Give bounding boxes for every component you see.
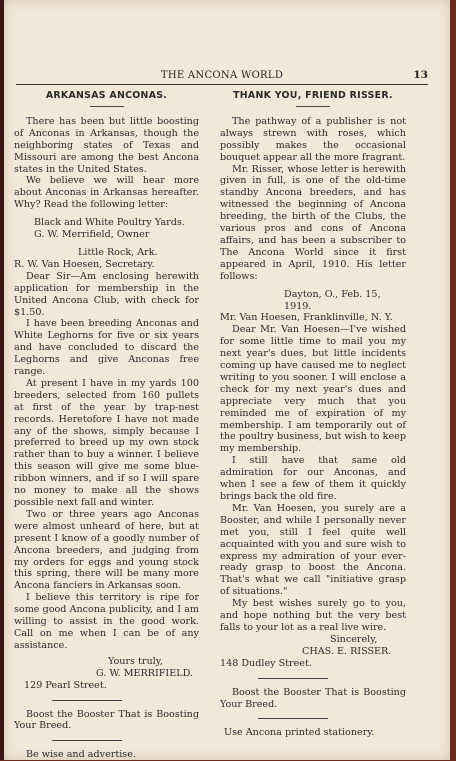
running-header bbox=[16, 70, 428, 85]
paragraph: There has been but little boosting of Anconas in Arkansas, though the neighboring states of Texas and Missouri are among the best Ancona states in the United States. bbox=[14, 115, 199, 175]
section-divider bbox=[52, 740, 122, 741]
letter-place: Little Rock, Ark. bbox=[78, 246, 158, 258]
footer-slogan: Be wise and advertise. bbox=[26, 749, 136, 761]
paragraph: My best wishes surely go to you, and hope nothing but the very best falls to your lot as a real live wire. bbox=[220, 598, 406, 633]
paragraph: I have been breeding Anconas and White Leghorns for five or six years and have concluded to discard the Leghorns and give Anconas free range. bbox=[14, 318, 199, 378]
paragraph: We believe we will hear more about Anconas in Arkansas hereafter. Why? Read the following letter: bbox=[14, 175, 199, 211]
article-heading-risser: THANK YOU, FRIEND RISSER. bbox=[233, 90, 393, 101]
right-column bbox=[220, 90, 406, 739]
heading-divider bbox=[296, 106, 330, 107]
letter-signature: CHAS. E. RISSER. bbox=[302, 645, 392, 657]
page-number: 13 bbox=[413, 69, 428, 81]
letter-signature: G. W. MERRIFIELD. bbox=[96, 667, 193, 679]
letter-addressee: Mr. Van Hoesen, Franklinville, N. Y. bbox=[220, 312, 393, 324]
paragraph: Mr. Risser, whose letter is herewith given in full, is one of the old-time standby Ancona breeders, and has witnessed the beginning of Ancona breeding, the birth of the Clubs, the various pros and cons of Ancona affairs, and has been a subscriber to The Ancona World since it first appeared in April, 1910. His letter follows: bbox=[220, 163, 406, 282]
boost-slogan: Boost the Booster That is Boosting Your Breed. bbox=[14, 708, 199, 732]
letter-address: 129 Pearl Street. bbox=[24, 679, 107, 691]
publication-title: THE ANCONA WORLD bbox=[160, 70, 284, 81]
paragraph: Dear Mr. Van Hoesen—I've wished for some little time to mail you my next year's dues, but little incidents coming up have caused me to neglect writing to you sooner. I will enclose a check for my next year's dues and appreciate very much that you reminded me of expiration of my membership. I am temporarily out of the poultry business, but wish to keep my membership. bbox=[220, 324, 406, 455]
left-column bbox=[14, 90, 199, 761]
letter-dateline: Dayton, O., Feb. 15, 1919. bbox=[284, 288, 381, 312]
letterhead-line: G. W. Merrifield, Owner bbox=[34, 229, 150, 241]
boost-slogan: Boost the Booster That is Boosting Your Breed. bbox=[220, 686, 406, 710]
paragraph: Dear Sir—Am enclosing herewith application for membership in the United Ancona Club, with check for $1.50. bbox=[14, 270, 199, 318]
section-divider bbox=[52, 700, 122, 701]
letter-closing: Sincerely, bbox=[330, 633, 378, 645]
paragraph: Mr. Van Hoesen, you surely are a Booster, and while I personally never met you, still I feel quite well acquainted with you and sure wish to express my admiration of your ever-ready grasp to boost the Ancona. That's what we call "initiative grasp of situations." bbox=[220, 502, 406, 598]
letter-closing: Yours truly, bbox=[108, 655, 163, 667]
magazine-page bbox=[4, 0, 450, 760]
paragraph: At present I have in my yards 100 breeders, selected from 160 pullets at first of the year by trap-nest records. Heretofore I have not made any of the shows, simply because I preferred to breed up my own stock rather than to buy a winner. I believe this season will give me some blue-ribbon winners, and if so I will spare no money to make all the shows possible next fall and winter. bbox=[14, 377, 199, 508]
article-heading-arkansas: ARKANSAS ANCONAS. bbox=[45, 90, 168, 101]
letter-address: 148 Dudley Street. bbox=[220, 657, 312, 669]
paragraph: The pathway of a publisher is not always strewn with roses, which possibly makes the occasional bouquet appear all the more fragrant. bbox=[220, 115, 406, 163]
section-divider bbox=[258, 718, 328, 719]
paragraph: I still have that same old admiration for our Anconas, and when I see a few of them it quickly brings back the old fire. bbox=[220, 455, 406, 502]
heading-divider bbox=[90, 106, 124, 107]
paragraph: I believe this territory is ripe for some good Ancona publicity, and I am willing to assist in the good work. Call on me when I can be of any assistance. bbox=[14, 592, 199, 651]
paragraph: Two or three years ago Anconas were almost unheard of here, but at present I know of a goodly number of Ancona breeders, and judging from my orders for eggs and young stock this spring, there will be many more Ancona fanciers in Arkansas soon. bbox=[14, 508, 199, 592]
footer-slogan: Use Ancona printed stationery. bbox=[224, 727, 375, 739]
section-divider bbox=[258, 678, 328, 679]
letterhead-line: Black and White Poultry Yards. bbox=[34, 217, 185, 229]
letter-addressee: R. W. Van Hoesen, Secretary. bbox=[14, 258, 155, 270]
